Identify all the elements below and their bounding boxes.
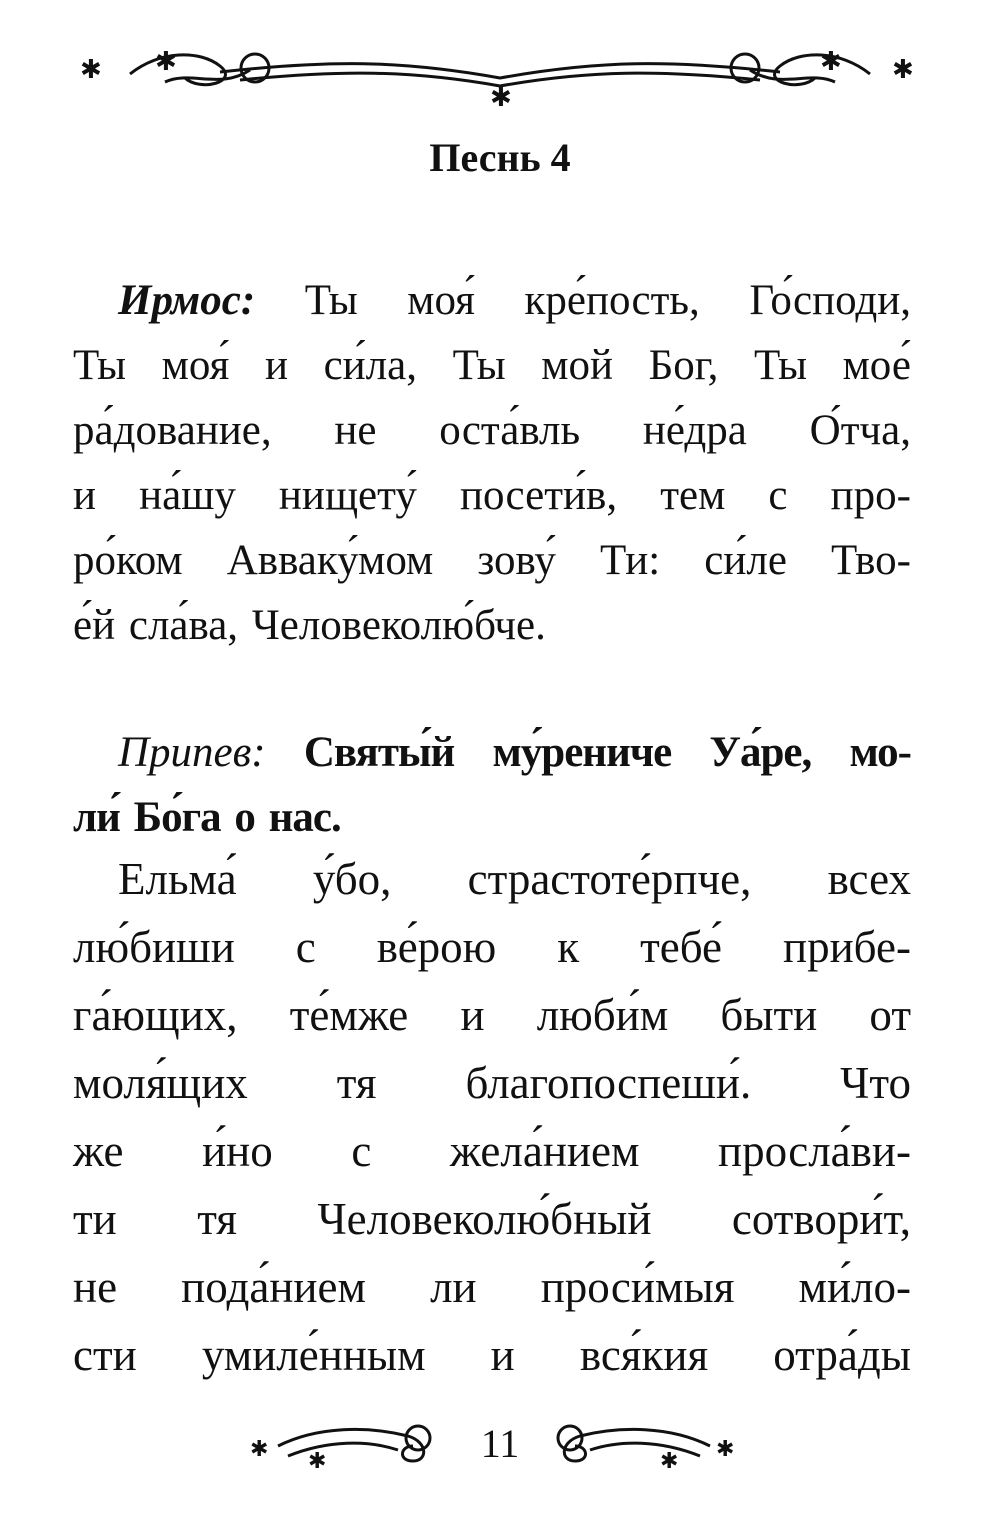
svg-text:✱: ✱ [308, 1449, 327, 1474]
word: тя [336, 1058, 377, 1108]
word: мо- [849, 729, 911, 776]
word: Ельма́ [118, 854, 237, 904]
refrain-label: Припев: [118, 729, 266, 776]
word: зову́ [477, 537, 556, 584]
word: кре́пость, [524, 277, 700, 324]
troparion-stanza [73, 845, 911, 1389]
word: и [490, 1330, 515, 1380]
word: Человеколю́бче. [251, 602, 546, 649]
text-line [73, 593, 911, 658]
text-line [73, 785, 911, 850]
word: пода́нием [181, 1262, 366, 1312]
word: ро́ком [73, 537, 183, 584]
word: не́дра [642, 407, 747, 454]
word: люби́м [536, 990, 669, 1040]
word: о [234, 794, 255, 841]
word: тебе́ [640, 922, 723, 972]
word: му́рениче [492, 729, 672, 776]
word: Бо́га [133, 794, 221, 841]
word: е́й [73, 602, 116, 649]
word: на́шу [139, 472, 236, 519]
text-line [73, 1253, 911, 1321]
text-line [73, 463, 911, 528]
word: нас. [268, 794, 341, 841]
word: вся́кия [579, 1330, 709, 1380]
text-line [73, 1321, 911, 1389]
word: Бог, [648, 342, 719, 389]
word: с [768, 472, 788, 519]
svg-text:✱: ✱ [660, 1449, 679, 1474]
word: страстоте́рпче, [467, 854, 752, 904]
word: Ты [73, 342, 127, 389]
word: и́но [202, 1126, 273, 1176]
word: быти [720, 990, 818, 1040]
word: тем [660, 472, 726, 519]
irmos-label: Ирмос: [118, 277, 256, 324]
word: моя́ [407, 277, 475, 324]
word: у́бо, [312, 854, 392, 904]
svg-text:✱: ✱ [892, 55, 914, 85]
word: всех [827, 854, 911, 904]
word: ти [73, 1194, 117, 1244]
word: и [264, 342, 288, 389]
page-title: Песнь 4 [429, 135, 571, 180]
irmos-stanza [73, 268, 911, 658]
word: Го́споди, [749, 277, 911, 324]
word: О́тча, [809, 407, 911, 454]
text-line [73, 333, 911, 398]
word: ве́рою [376, 922, 497, 972]
word: же [73, 1126, 124, 1176]
word: Тво- [831, 537, 911, 584]
text-line [73, 1117, 911, 1185]
svg-text:✱: ✱ [490, 83, 512, 110]
word: моя́ [161, 342, 230, 389]
word: жела́нием [449, 1126, 640, 1176]
word: Что [840, 1058, 911, 1108]
word: Ты [753, 342, 807, 389]
header-ornament [70, 30, 930, 110]
page-number: 11 [480, 1421, 520, 1466]
word: Ти: [600, 537, 661, 584]
word: сти [73, 1330, 137, 1380]
text-line [73, 528, 911, 593]
word: и [73, 472, 97, 519]
svg-text:✱: ✱ [155, 47, 177, 77]
text-line [73, 913, 911, 981]
page-footer [0, 1406, 1000, 1486]
word: ли [430, 1262, 477, 1312]
word: от [869, 990, 911, 1040]
word: мое́ [842, 342, 911, 389]
word: Человеколю́бный [317, 1194, 652, 1244]
text-line [73, 268, 911, 333]
text-line [73, 720, 911, 785]
word: посети́в, [459, 472, 618, 519]
word: ли́ [73, 794, 120, 841]
word: моля́щих [73, 1058, 248, 1108]
word: нищету́ [278, 472, 417, 519]
word: и [460, 990, 485, 1040]
word: оста́вль [439, 407, 581, 454]
word: Авваку́мом [226, 537, 434, 584]
text-line [73, 1185, 911, 1253]
word: си́ле [704, 537, 787, 584]
word: лю́биши [73, 922, 235, 972]
word: просла́ви- [718, 1126, 911, 1176]
word: ми́ло- [798, 1262, 911, 1312]
refrain-stanza [73, 720, 911, 850]
word: к [557, 922, 580, 972]
word: ра́дование, [73, 407, 272, 454]
word: сла́ва, [128, 602, 239, 649]
word: Уа́ре, [709, 729, 812, 776]
svg-text:✱: ✱ [80, 55, 102, 85]
word: Святы́й [303, 729, 455, 776]
word: не [73, 1262, 118, 1312]
text-line [73, 845, 911, 913]
word: сотвори́т, [731, 1194, 911, 1244]
word: га́ющих, [73, 990, 238, 1040]
word: тя [197, 1194, 237, 1244]
word: благопоспеши́. [465, 1058, 752, 1108]
text-line [73, 1049, 911, 1117]
footer-ornament-right [540, 1406, 740, 1476]
word: Ты [304, 277, 358, 324]
word: Ты [452, 342, 506, 389]
word: с [295, 922, 316, 972]
word: про- [830, 472, 911, 519]
word: умиле́нным [201, 1330, 426, 1380]
word: прибе- [783, 922, 911, 972]
svg-text:✱: ✱ [820, 47, 842, 77]
svg-text:✱: ✱ [716, 1437, 735, 1462]
word: си́ла, [323, 342, 417, 389]
word: проси́мыя [540, 1262, 735, 1312]
text-line [73, 981, 911, 1049]
text-line [73, 398, 911, 463]
word: отра́ды [773, 1330, 911, 1380]
word: мой [541, 342, 613, 389]
word: с [351, 1126, 372, 1176]
word: те́мже [289, 990, 409, 1040]
svg-text:✱: ✱ [250, 1437, 269, 1462]
word: не [334, 407, 377, 454]
